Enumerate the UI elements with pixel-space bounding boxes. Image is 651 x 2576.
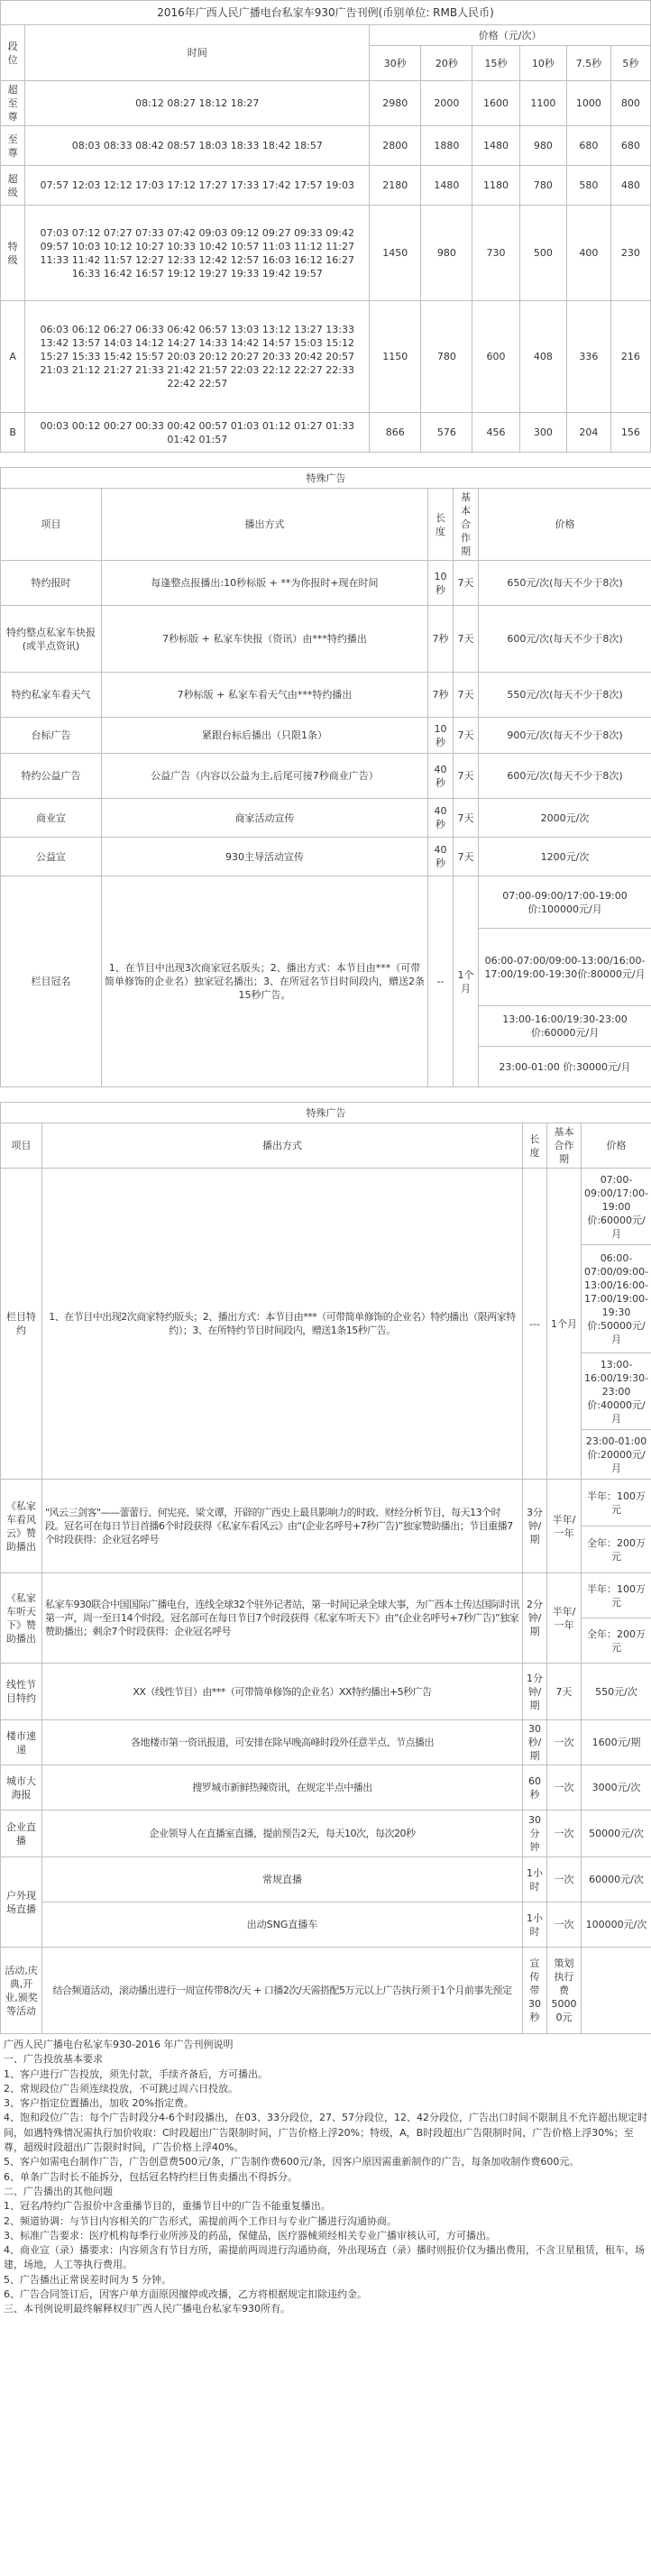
notes-line: 2、频道协调：与节目内容相关的广告形式，需提前两个工作日与专业广播进行沟通协商。 bbox=[4, 2214, 397, 2227]
segment-cell: 超级 bbox=[1, 166, 25, 206]
price-cell: 06:00-07:00/09:00-13:00/16:00-17:00/19:00-19:30价:80000元/月 bbox=[479, 929, 651, 1006]
price-cell: 3000元/次 bbox=[582, 1765, 651, 1811]
length-cell: 3分钟/期 bbox=[523, 1480, 547, 1573]
table-row bbox=[1, 718, 651, 754]
item-cell: 特约私家车看天气 bbox=[1, 673, 102, 718]
rate-row bbox=[1, 166, 651, 206]
period-cell: 7天 bbox=[547, 1664, 582, 1720]
item-cell: 特约整点私家车快报(或半点资讯) bbox=[1, 606, 102, 673]
notes-title: 广西人民广播电台私家车930-2016 年广告刊例说明 bbox=[4, 2039, 234, 2050]
rate-card-table bbox=[0, 0, 651, 453]
price-cell: 1000 bbox=[567, 81, 611, 126]
price-cell: 480 bbox=[610, 166, 650, 206]
price-cell: 60000元/次 bbox=[582, 1857, 651, 1902]
price-cell: 1480 bbox=[472, 126, 519, 166]
period-cell: 7天 bbox=[454, 754, 479, 799]
method-cell: "风云三剑客"——蕾蕾行、何宪亮、梁文谭，开辟的广西史上最具影响力的时政、财经分析节目，每天13个时段。冠名可在每日节目首播6个时段获得《私家车看风云》由“(企业名呼号+7秒广告)”独家赞助播出；节目重播7个时段获得：企业冠名呼号 bbox=[42, 1480, 523, 1573]
price-cell: 2800 bbox=[370, 126, 421, 166]
notes-line: 一、广告投放基本要求 bbox=[4, 2053, 103, 2066]
notes-line: 5、广告播出正常误差时间为 5 分钟。 bbox=[4, 2273, 171, 2286]
item-cell: 线性节目特约 bbox=[1, 1664, 42, 1720]
method-cell: 紧跟台标后播出（只限1条） bbox=[102, 718, 428, 754]
price-cell bbox=[582, 1948, 651, 2034]
price-cell: 13:00-16:00/19:30-23:00 价:40000元/月 bbox=[582, 1353, 651, 1430]
table-row bbox=[1, 1857, 651, 1902]
section-title: 特殊广告 bbox=[1, 468, 651, 489]
duration-header: 15秒 bbox=[472, 46, 519, 81]
price-cell: 2980 bbox=[370, 81, 421, 126]
price-cell: 100000元/次 bbox=[582, 1902, 651, 1948]
notes-line: 三、本刊例说明最终解释权归广西人民广播电台私家车930所有。 bbox=[4, 2303, 290, 2315]
item-cell: 企业直播 bbox=[1, 1811, 42, 1857]
price-cell: 2180 bbox=[370, 166, 421, 206]
item-cell: 栏目冠名 bbox=[1, 876, 102, 1087]
table-row bbox=[1, 1811, 651, 1857]
length-header: 长度 bbox=[523, 1123, 547, 1169]
period-cell: 策划执行费50000元 bbox=[547, 1948, 582, 2034]
price-cell: 13:00-16:00/19:30-23:00价:60000元/月 bbox=[479, 1006, 651, 1047]
period-cell: 一次 bbox=[547, 1902, 582, 1948]
table-row bbox=[1, 799, 651, 838]
length-cell: --- bbox=[523, 1169, 547, 1480]
price-cell: 730 bbox=[472, 206, 519, 301]
price-cell: 06:00-07:00/09:00-13:00/16:00-17:00/19:00-19:30 价:50000元/月 bbox=[582, 1245, 651, 1353]
length-cell: 1小时 bbox=[523, 1902, 547, 1948]
price-cell: 1180 bbox=[472, 166, 519, 206]
method-cell: 企业领导人在直播室直播，提前预告2天，每天10次，每次20秒 bbox=[42, 1811, 523, 1857]
price-cell: 230 bbox=[610, 206, 650, 301]
notes-line: 3、标准广告要求：医疗机构每季行业所涉及的药品，保健品，医疗器械须经相关专业广播审核认可，方可播出。 bbox=[4, 2229, 496, 2241]
length-cell: 1分钟/期 bbox=[523, 1664, 547, 1720]
price-cell: 全年：200万元 bbox=[582, 1618, 651, 1664]
price-cell: 650元/次(每天不少于8次) bbox=[479, 561, 651, 606]
price-cell: 900元/次(每天不少于8次) bbox=[479, 718, 651, 754]
price-cell: 1880 bbox=[421, 126, 472, 166]
notes-line: 1、客户进行广告投放，须先付款，手续齐备后，方可播出。 bbox=[4, 2067, 268, 2080]
price-cell: 50000元/次 bbox=[582, 1811, 651, 1857]
segment-cell: A bbox=[1, 301, 25, 413]
length-cell: 10秒 bbox=[428, 561, 454, 606]
table-row bbox=[1, 561, 651, 606]
price-cell: 980 bbox=[519, 126, 566, 166]
price-cell: 1150 bbox=[370, 301, 421, 413]
length-cell: 宣传带30秒 bbox=[523, 1948, 547, 2034]
table-row bbox=[1, 876, 651, 929]
notes-line: 二、广告播出的其他问题 bbox=[4, 2185, 113, 2197]
time-header: 时间 bbox=[25, 25, 370, 81]
price-cell: 456 bbox=[472, 413, 519, 453]
rate-row bbox=[1, 301, 651, 413]
price-cell: 600元/次(每天不少于8次) bbox=[479, 754, 651, 799]
length-cell: 1小时 bbox=[523, 1857, 547, 1902]
method-cell: 1、在节目中出现2次商家特约版头；2、播出方式：本节目由***（可带简单修饰的企业名）特约播出（限两家特约）；3、在所特约节目时间段内，赠送1条15秒广告。 bbox=[42, 1169, 523, 1480]
price-cell: 1600元/期 bbox=[582, 1720, 651, 1765]
time-cell: 07:57 12:03 12:12 17:03 17:12 17:27 17:33 17:42 17:57 19:03 bbox=[25, 166, 370, 206]
length-header: 长度 bbox=[428, 489, 454, 561]
method-cell: 每逢整点报播出:10秒标版 + **为你报时+现在时间 bbox=[102, 561, 428, 606]
item-header: 项目 bbox=[1, 489, 102, 561]
method-cell: 搜罗城市新鲜热辣资讯，在规定半点中播出 bbox=[42, 1765, 523, 1811]
price-cell: 1450 bbox=[370, 206, 421, 301]
price-cell: 204 bbox=[567, 413, 611, 453]
length-cell: 60秒 bbox=[523, 1765, 547, 1811]
table-row bbox=[1, 1902, 651, 1948]
segment-header: 段位 bbox=[1, 25, 25, 81]
price-header: 价格 bbox=[582, 1123, 651, 1169]
table-row bbox=[1, 673, 651, 718]
length-cell: 40秒 bbox=[428, 799, 454, 838]
length-cell: 7秒 bbox=[428, 673, 454, 718]
price-cell: 1100 bbox=[519, 81, 566, 126]
duration-header: 20秒 bbox=[421, 46, 472, 81]
time-cell: 07:03 07:12 07:27 07:33 07:42 09:03 09:12 09:27 09:33 09:42 09:57 10:03 10:12 10:27 10:33 10:42 10:57 11:03 11:12 11:27 11:33 11:42 11:57 12:27 12:33 12:42 12:57 16:03 16:12 16:27 16:33 16:42 16:57 19:12 19:27 19:33 19:42 19:57 bbox=[25, 206, 370, 301]
price-cell: 550元/次 bbox=[582, 1664, 651, 1720]
table-row bbox=[1, 754, 651, 799]
notes-section bbox=[0, 2034, 651, 2317]
length-cell: 10秒 bbox=[428, 718, 454, 754]
method-cell: XX（线性节目）由***（可带简单修饰的企业名）XX特约播出+5秒广告 bbox=[42, 1664, 523, 1720]
table-row bbox=[1, 838, 651, 876]
period-cell: 1个月 bbox=[547, 1169, 582, 1480]
method-cell: 1、在节目中出现3次商家冠名版头；2、播出方式：本节目由***（可带简单修饰的企业名）独家冠名播出；3、在所冠名节目时间段内，赠送2条15秒广告。 bbox=[102, 876, 428, 1087]
price-cell: 2000 bbox=[421, 81, 472, 126]
price-header: 价格 bbox=[479, 489, 651, 561]
rate-row bbox=[1, 126, 651, 166]
price-header: 价格（元/次） bbox=[370, 25, 651, 46]
length-cell: 30分钟 bbox=[523, 1811, 547, 1857]
table-row bbox=[1, 1765, 651, 1811]
period-cell: 7天 bbox=[454, 561, 479, 606]
method-cell: 结合频道活动，滚动播出进行一周宣传带8次/天 + 口播2次/天需搭配5万元以上广告执行须于1个月前事先预定 bbox=[42, 1948, 523, 2034]
item-cell: 城市大海报 bbox=[1, 1765, 42, 1811]
method-cell: 商家活动宣传 bbox=[102, 799, 428, 838]
notes-line: 4、饱和段位广告：每个广告时段分4-6个时段播出，在03、33分段位，27、57分段位，12、42分段位，广告出口时间不限制且不允许超出规定时间，如遇特殊情况需执行加价收取：C时段超出广告限制时间，广告价格上浮20%；特级，A，B时段超出广告限制时间，广告价格上浮30%；至尊，超级时段超出广告限时时间，广告价格上浮40%。 bbox=[4, 2112, 647, 2154]
item-cell: 楼市速递 bbox=[1, 1720, 42, 1765]
period-cell: 一次 bbox=[547, 1720, 582, 1765]
item-header: 项目 bbox=[1, 1123, 42, 1169]
special-ads-table bbox=[0, 467, 651, 1087]
price-cell: 680 bbox=[610, 126, 650, 166]
price-cell: 全年：200万元 bbox=[582, 1526, 651, 1573]
price-cell: 408 bbox=[519, 301, 566, 413]
notes-line: 6、广告合同签订后，因客户单方面原因擅停或改播，乙方将根据规定扣除违约金。 bbox=[4, 2288, 367, 2301]
period-cell: 7天 bbox=[454, 606, 479, 673]
method-cell: 常规直播 bbox=[42, 1857, 523, 1902]
notes-line: 3、客户指定位置播出，加收 20%指定费。 bbox=[4, 2097, 194, 2110]
price-cell: 680 bbox=[567, 126, 611, 166]
price-cell: 1480 bbox=[421, 166, 472, 206]
notes-line: 6、单条广告时长不能拆分，包括冠名特约栏目售卖播出不得拆分。 bbox=[4, 2170, 298, 2183]
item-cell: 《私家车看风云》赞助播出 bbox=[1, 1480, 42, 1573]
price-cell: 23:00-01:00 价:30000元/月 bbox=[479, 1047, 651, 1087]
length-cell: -- bbox=[428, 876, 454, 1087]
price-cell: 550元/次(每天不少于8次) bbox=[479, 673, 651, 718]
duration-header: 7.5秒 bbox=[567, 46, 611, 81]
length-cell: 40秒 bbox=[428, 754, 454, 799]
item-cell: 活动,庆典,开业,颁奖等活动 bbox=[1, 1948, 42, 2034]
method-header: 播出方式 bbox=[42, 1123, 523, 1169]
price-cell: 07:00-09:00/17:00-19:00价:100000元/月 bbox=[479, 876, 651, 929]
segment-cell: 特级 bbox=[1, 206, 25, 301]
length-cell: 7秒 bbox=[428, 606, 454, 673]
method-cell: 公益广告（内容以公益为主,后尾可接7秒商业广告） bbox=[102, 754, 428, 799]
notes-line: 2、常规段位广告须连续投放，不可跳过周六日投放。 bbox=[4, 2082, 238, 2095]
period-cell: 7天 bbox=[454, 838, 479, 876]
period-cell: 7天 bbox=[454, 673, 479, 718]
table-row bbox=[1, 606, 651, 673]
price-cell: 23:00-01:00 价:20000元/月 bbox=[582, 1430, 651, 1480]
rate-row bbox=[1, 206, 651, 301]
method-cell: 私家车930联合中国国际广播电台，连线全球32个驻外记者站，第一时间记录全球大事，为广西本土传达国际时讯第一声，周一至日14个时段。冠名部可在每日节目7个时段获得《私家车听天下》由“(企业名呼号+7秒广告)”独家赞助播出；剩余7个时段获得：企业冠名呼号 bbox=[42, 1573, 523, 1664]
item-cell: 特约报时 bbox=[1, 561, 102, 606]
item-cell: 栏目特约 bbox=[1, 1169, 42, 1480]
segment-cell: B bbox=[1, 413, 25, 453]
price-cell: 600元/次(每天不少于8次) bbox=[479, 606, 651, 673]
table-row bbox=[1, 1664, 651, 1720]
notes-line: 1、冠名/特约广告报价中含重播节目的，重播节目中的广告不能重复播出。 bbox=[4, 2200, 331, 2213]
length-cell: 40秒 bbox=[428, 838, 454, 876]
method-cell: 7秒标版 + 私家车看天气由***特约播出 bbox=[102, 673, 428, 718]
section-title: 特殊广告 bbox=[1, 1103, 651, 1123]
price-cell: 216 bbox=[610, 301, 650, 413]
price-cell: 576 bbox=[421, 413, 472, 453]
period-cell: 7天 bbox=[454, 718, 479, 754]
item-cell: 户外现场直播 bbox=[1, 1857, 42, 1948]
time-cell: 00:03 00:12 00:27 00:33 00:42 00:57 01:03 01:12 01:27 01:33 01:42 01:57 bbox=[25, 413, 370, 453]
price-cell: 半年：100万元 bbox=[582, 1480, 651, 1526]
price-cell: 500 bbox=[519, 206, 566, 301]
price-cell: 156 bbox=[610, 413, 650, 453]
price-cell: 07:00-09:00/17:00-19:00 价:60000元/月 bbox=[582, 1169, 651, 1245]
price-cell: 580 bbox=[567, 166, 611, 206]
length-cell: 2分钟/期 bbox=[523, 1573, 547, 1664]
item-cell: 特约公益广告 bbox=[1, 754, 102, 799]
notes-line: 4、商业宣（录）播要求：内容须含有节目方所，需提前两周进行沟通协商，外出现场直（录）播时则报价仅为播出费用，不含卫星租赁，租车，场建，场地，人工等执行费用。 bbox=[4, 2244, 645, 2271]
method-cell: 各地楼市第一资讯报道，可安排在除早晚高峰时段外任意半点、节点播出 bbox=[42, 1720, 523, 1765]
item-cell: 台标广告 bbox=[1, 718, 102, 754]
method-header: 播出方式 bbox=[102, 489, 428, 561]
table-row bbox=[1, 1948, 651, 2034]
duration-header: 5秒 bbox=[610, 46, 650, 81]
price-cell: 400 bbox=[567, 206, 611, 301]
price-cell: 980 bbox=[421, 206, 472, 301]
price-cell: 半年：100万元 bbox=[582, 1573, 651, 1618]
segment-cell: 至尊 bbox=[1, 126, 25, 166]
price-cell: 600 bbox=[472, 301, 519, 413]
price-cell: 780 bbox=[519, 166, 566, 206]
time-cell: 08:03 08:33 08:42 08:57 18:03 18:33 18:42 18:57 bbox=[25, 126, 370, 166]
time-cell: 08:12 08:27 18:12 18:27 bbox=[25, 81, 370, 126]
rate-row bbox=[1, 81, 651, 126]
period-cell: 一次 bbox=[547, 1811, 582, 1857]
duration-header: 30秒 bbox=[370, 46, 421, 81]
price-cell: 2000元/次 bbox=[479, 799, 651, 838]
period-header: 基本合作期 bbox=[454, 489, 479, 561]
notes-line: 5、客户如需电台制作广告，广告创意费500元/条，广告制作费600元/条，因客户原因需重新制作的广告，每条加收制作费600元。 bbox=[4, 2156, 580, 2168]
method-cell: 7秒标版 + 私家车快报（资讯）由***特约播出 bbox=[102, 606, 428, 673]
segment-cell: 超至尊 bbox=[1, 81, 25, 126]
method-cell: 930主导活动宣传 bbox=[102, 838, 428, 876]
price-cell: 1200元/次 bbox=[479, 838, 651, 876]
table-row bbox=[1, 1169, 651, 1245]
method-cell: 出动SNG直播车 bbox=[42, 1902, 523, 1948]
item-cell: 《私家车听天下》赞助播出 bbox=[1, 1573, 42, 1664]
table-row bbox=[1, 1480, 651, 1526]
period-cell: 一次 bbox=[547, 1857, 582, 1902]
rate-card-title: 2016年广西人民广播电台私家车930广告刊例(币别单位: RMB人民币) bbox=[1, 1, 651, 25]
table-row bbox=[1, 1720, 651, 1765]
period-cell: 1个月 bbox=[454, 876, 479, 1087]
period-cell: 半年/一年 bbox=[547, 1573, 582, 1664]
time-cell: 06:03 06:12 06:27 06:33 06:42 06:57 13:03 13:12 13:27 13:33 13:42 13:57 14:03 14:12 14:27 14:33 14:42 14:57 15:03 15:12 15:27 15:33 15:42 15:57 20:03 20:12 20:27 20:33 20:42 20:57 21:03 21:12 21:27 21:33 21:42 21:57 22:03 22:12 22:27 22:33 22:42 22:57 bbox=[25, 301, 370, 413]
duration-header: 10秒 bbox=[519, 46, 566, 81]
price-cell: 780 bbox=[421, 301, 472, 413]
length-cell: 30秒/期 bbox=[523, 1720, 547, 1765]
rate-row bbox=[1, 413, 651, 453]
table-row bbox=[1, 1573, 651, 1618]
item-cell: 商业宣 bbox=[1, 799, 102, 838]
period-cell: 一次 bbox=[547, 1765, 582, 1811]
special-ads-table-2 bbox=[0, 1102, 651, 2034]
period-cell: 半年/一年 bbox=[547, 1480, 582, 1573]
price-cell: 800 bbox=[610, 81, 650, 126]
price-cell: 866 bbox=[370, 413, 421, 453]
period-header: 基本合作期 bbox=[547, 1123, 582, 1169]
price-cell: 336 bbox=[567, 301, 611, 413]
price-cell: 1600 bbox=[472, 81, 519, 126]
period-cell: 7天 bbox=[454, 799, 479, 838]
item-cell: 公益宣 bbox=[1, 838, 102, 876]
price-cell: 300 bbox=[519, 413, 566, 453]
